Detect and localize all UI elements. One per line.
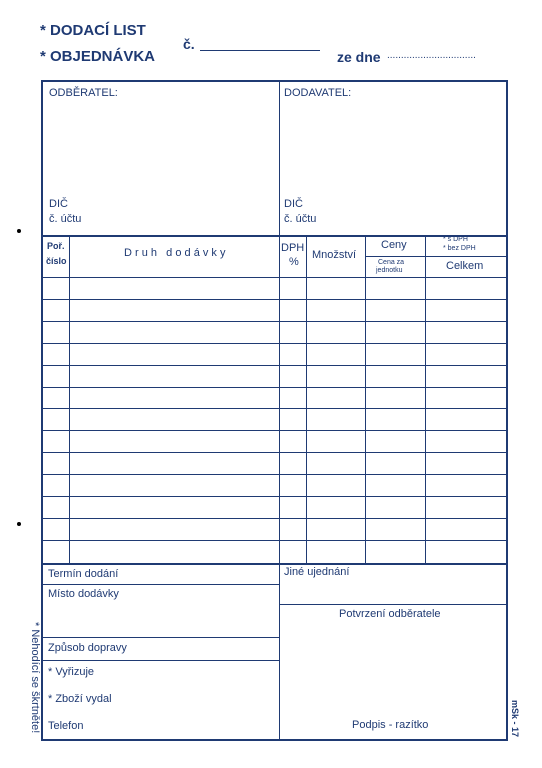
footer-line-2 [42, 637, 279, 638]
col-no-line2: číslo [46, 256, 67, 266]
table-row-line [42, 321, 507, 322]
col-prices-header: Ceny [381, 239, 407, 251]
table-column-line [365, 237, 366, 563]
supplier-label: DODAVATEL: [284, 87, 352, 99]
table-row-line [42, 474, 507, 475]
table-column-line [425, 237, 426, 563]
table-row-line [42, 408, 507, 409]
table-top-line [42, 235, 507, 237]
table-column-line [69, 237, 70, 563]
form-code: mSk - 17 [510, 700, 520, 738]
delivery-place-label: Místo dodávky [48, 588, 119, 600]
delivery-term-label: Termín dodání [48, 568, 119, 580]
supplier-tax-id-label: DIČ [284, 198, 303, 210]
col-vat-line1: DPH [281, 242, 305, 254]
buyer-label: ODBĚRATEL: [49, 87, 118, 99]
date-dots[interactable]: ................................ [387, 50, 476, 61]
punch-hole-bottom [17, 522, 21, 526]
table-row-line [42, 540, 507, 541]
other-terms-label: Jiné ujednání [284, 566, 350, 578]
footer-line-3 [42, 660, 279, 661]
table-row-line [42, 343, 507, 344]
footer-top-line [42, 563, 507, 565]
table-row-line [42, 387, 507, 388]
col-vat-line2: % [289, 256, 299, 268]
col-unit-price-line2: jednotku [376, 267, 403, 274]
col-no-line1: Poř. [47, 241, 65, 251]
handled-by-label: * Vyřizuje [48, 666, 95, 678]
prices-subheader-line [365, 256, 507, 257]
col-unit-price-line1: Cena za [378, 259, 405, 266]
footer-line-1 [42, 584, 279, 585]
parties-divider [279, 82, 280, 236]
footer-divider [279, 563, 280, 740]
buyer-account-label: č. účtu [49, 213, 82, 225]
issued-by-label: * Zboží vydal [48, 693, 112, 705]
date-label: ze dne [337, 49, 381, 65]
col-qty-header: Množství [312, 249, 357, 261]
transport-label: Způsob dopravy [48, 642, 127, 654]
buyer-confirmation-label: Potvrzení odběratele [339, 608, 441, 620]
punch-hole-top [17, 229, 21, 233]
title-order: * OBJEDNÁVKA [40, 48, 156, 65]
col-item-header: D r u h d o d á v k y [124, 247, 226, 259]
supplier-account-label: č. účtu [284, 213, 317, 225]
phone-label: Telefon [48, 720, 84, 732]
note-without-vat: * bez DPH [443, 245, 476, 252]
note-with-vat: * s DPH [443, 236, 468, 243]
table-row-line [42, 452, 507, 453]
signature-label: Podpis - razítko [352, 719, 429, 731]
table-row-line [42, 277, 507, 278]
table-row-line [42, 430, 507, 431]
col-total-header: Celkem [446, 260, 484, 272]
table-row-line [42, 518, 507, 519]
title-delivery-note: * DODACÍ LIST [40, 22, 146, 39]
table-column-line [279, 237, 280, 563]
table-row-line [42, 299, 507, 300]
number-underline[interactable] [200, 50, 320, 51]
table-row-line [42, 496, 507, 497]
buyer-tax-id-label: DIČ [49, 198, 68, 210]
footer-line-right [279, 604, 507, 605]
number-label: č. [183, 36, 195, 52]
side-note: * Nehodící se škrtněte! [29, 622, 41, 734]
table-column-line [306, 237, 307, 563]
table-row-line [42, 365, 507, 366]
